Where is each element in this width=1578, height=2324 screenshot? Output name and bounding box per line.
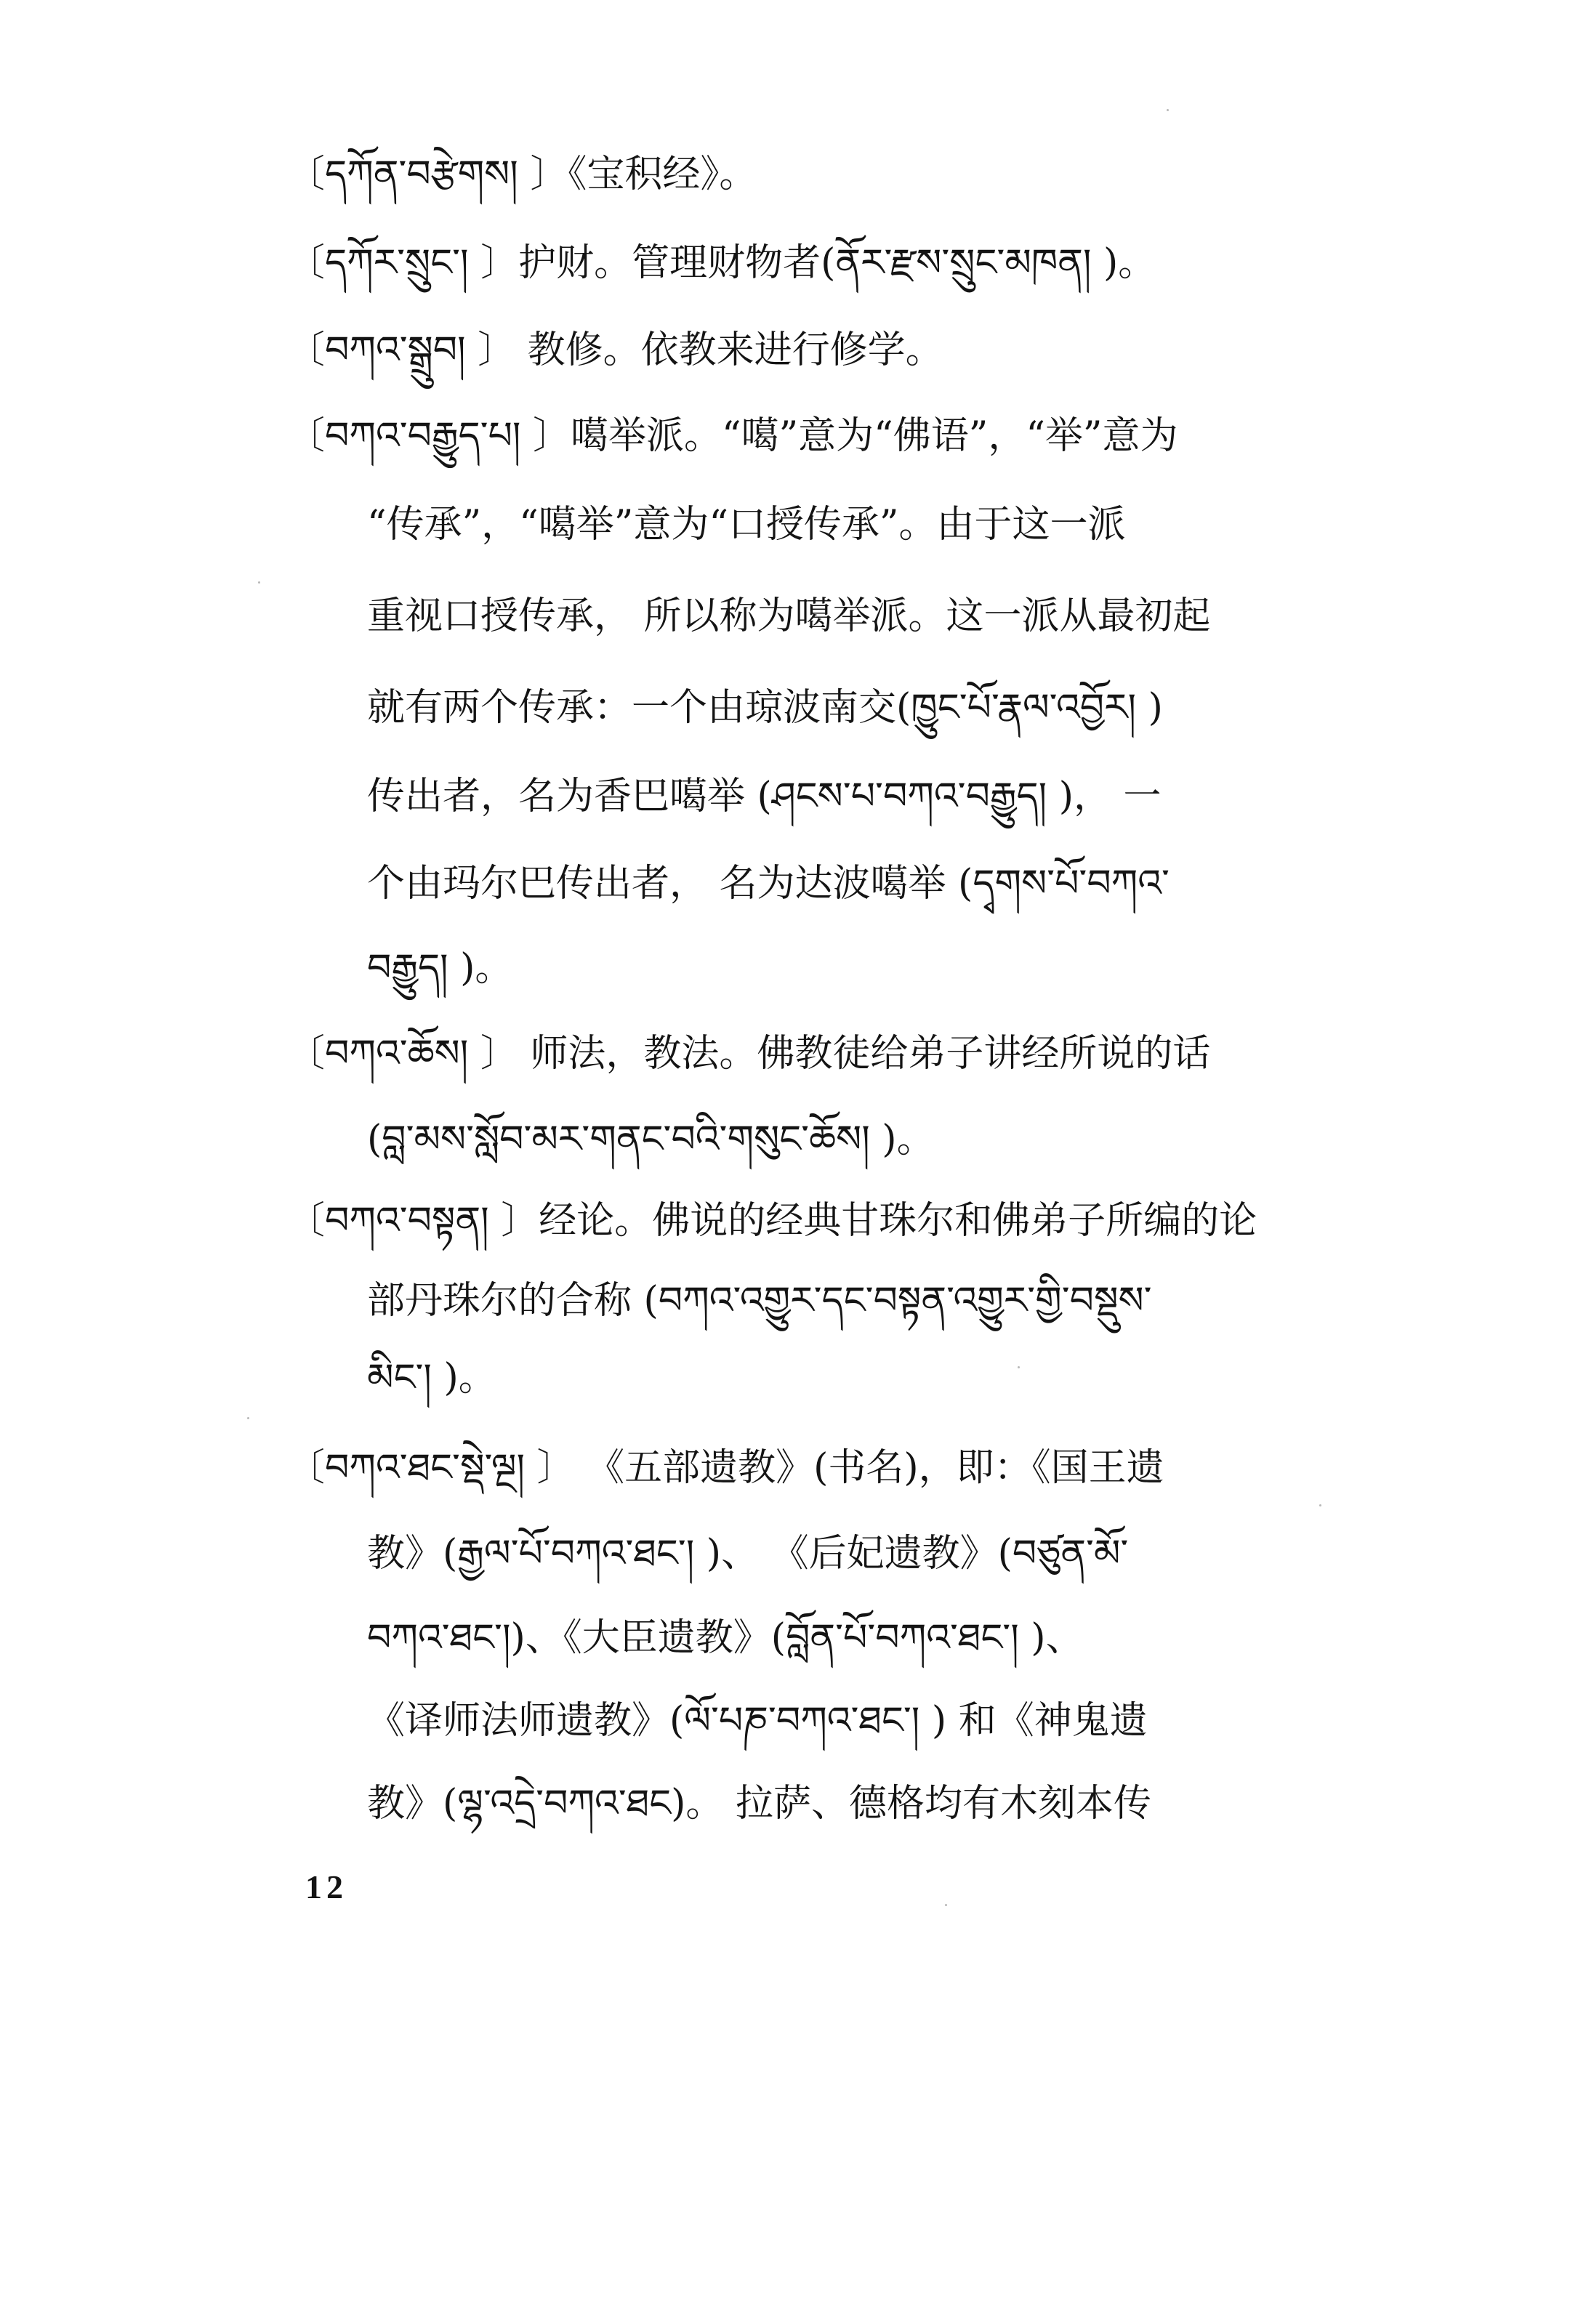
entry-line: (བླ་མས་སློབ་མར་གནང་བའི་གསུང་ཆོས། )。: [367, 1118, 935, 1161]
entry-text: 〔དཀོན་བརྩེགས། 〕《宝积经》。: [287, 153, 757, 196]
scan-speck: [1319, 1504, 1321, 1506]
entry-line: 教》(རྒྱལ་པོ་བཀའ་ཐང་། )、 《后妃遗教》(བཙུན་མོ་: [367, 1532, 1129, 1575]
scan-speck: [1018, 1366, 1020, 1368]
entry-line: 〔བཀའ་ཆོས། 〕 师法，教法。佛教徒给弟子讲经所说的话: [287, 1032, 1211, 1076]
entry-bao-ji-jing: [287, 145, 757, 203]
entry-line: 传出者，名为香巴噶举 (ཤངས་པ་བཀའ་བརྒྱུད། )， 一: [367, 775, 1162, 818]
entry-line: “传承”，“噶举”意为“口授传承”。由于这一派: [367, 503, 1126, 546]
entry-line: 就有两个传承：一个由琼波南交(ཁྱུང་པོ་རྣལ་འབྱོར། ): [367, 686, 1163, 730]
page-number: 12: [305, 1868, 347, 1905]
entry-line: བཀའ་ཐང་།)、《大臣遗教》(བློན་པོ་བཀའ་ཐང་། )、: [367, 1616, 1084, 1660]
entry-line: 部丹珠尔的合称 (བཀའ་འགྱུར་དང་བསྟན་འགྱུར་གྱི་བསྡུས་: [367, 1279, 1152, 1323]
entry-hu-cai: [287, 234, 1156, 292]
entry-line: 个由玛尔巴传出者， 名为达波噶举 (དྭགས་པོ་བཀའ་: [367, 862, 1170, 905]
entry-line: 〔བཀའ་ཐང་སྡེ་ལྔ། 〕 《五部遗教》(书名)，即：《国王遗: [287, 1446, 1164, 1490]
scan-speck: [258, 581, 260, 584]
entry-line: མིང་། )。: [367, 1356, 496, 1400]
entry-jiao-xiu: [287, 321, 943, 379]
entry-line: བརྒྱུད། )。: [367, 946, 513, 990]
entry-line: 〔བཀའ་བརྒྱུད་པ། 〕噶举派。“噶”意为“佛语”，“举”意为: [287, 414, 1178, 458]
scan-speck: [247, 1417, 249, 1419]
scan-speck: [1167, 109, 1169, 111]
entry-line: 重视口授传承， 所以称为噶举派。这一派从最初起: [367, 594, 1211, 638]
entry-text: 〔དཀོར་སྲུང་། 〕护财。管理财物者(ནོར་རྫས་སྲུང་མཁན། )。: [287, 241, 1156, 285]
entry-line: 教》(ལྷ་འདྲེ་བཀའ་ཐང)。 拉萨、德格均有木刻本传: [367, 1782, 1151, 1825]
entry-line: 〔བཀའ་བསྟན། 〕经论。佛说的经典甘珠尔和佛弟子所编的论: [287, 1199, 1257, 1243]
scan-speck: [945, 1904, 947, 1906]
entry-line: 《译师法师遗教》(ལོ་པཎ་བཀའ་ཐང་། ) 和《神鬼遗: [367, 1699, 1148, 1743]
entry-text: 〔བཀའ་སྒྲུབ། 〕 教修。依教来进行修学。: [287, 328, 943, 372]
